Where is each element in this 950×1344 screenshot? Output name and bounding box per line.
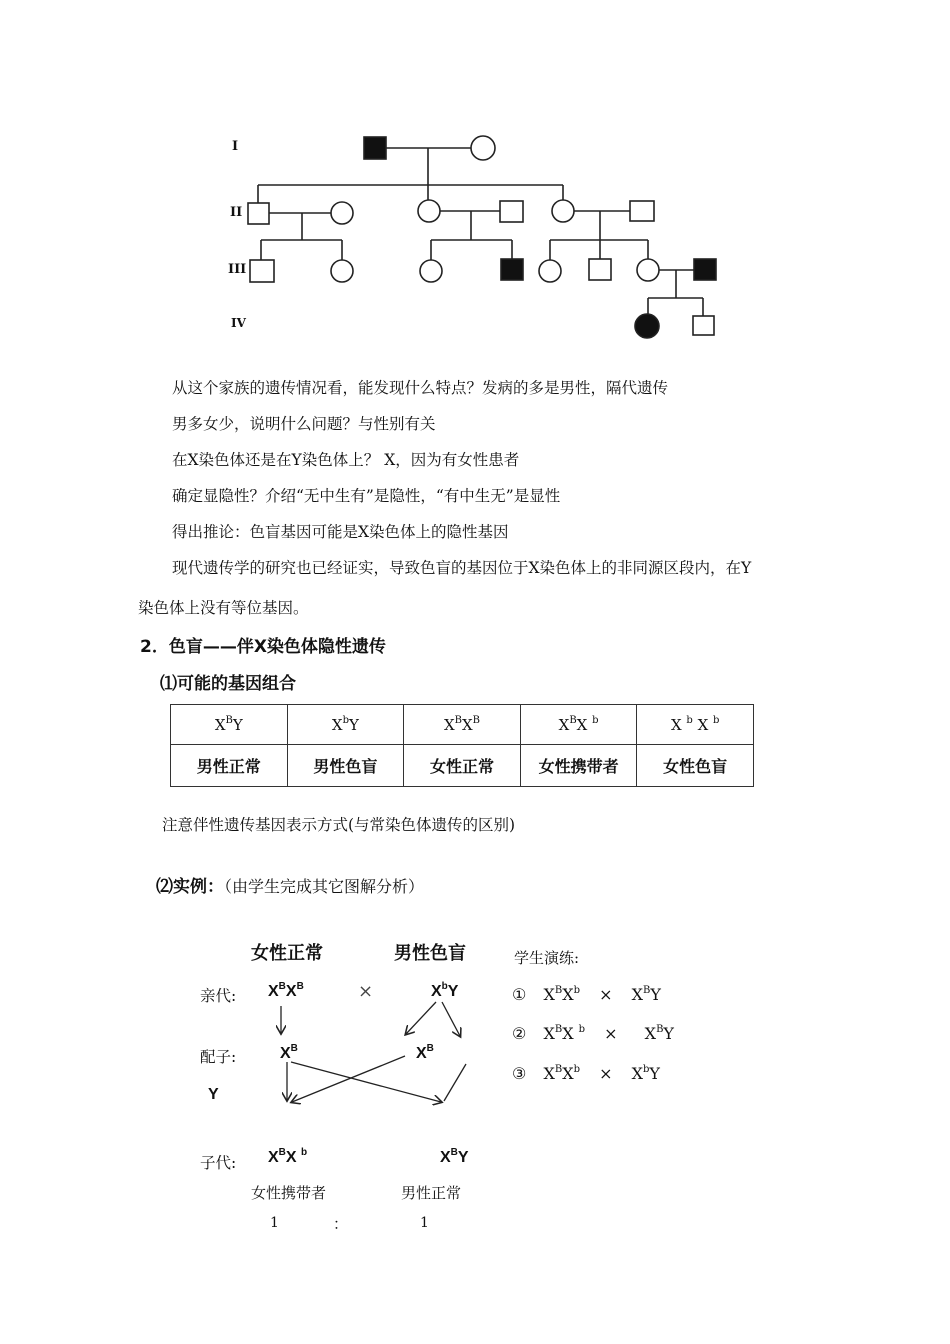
genotype-cell: X $^b$ X $^b$ — [637, 705, 754, 745]
practice-item-1: ① $X^BX^b \times X^BY$ — [512, 985, 661, 1004]
phenotype-cell: 女性正常 — [404, 745, 521, 787]
parents-label: 亲代: — [200, 987, 237, 1005]
generation-label-III: III — [228, 262, 247, 277]
subsection-2-title: ⑵实例： — [156, 877, 224, 897]
generation-label-II: II — [230, 205, 243, 220]
phenotype-cell: 女性色盲 — [637, 745, 754, 787]
paragraph-conclusion: 得出推论：色盲基因可能是X染色体上的隐性基因 — [172, 523, 509, 541]
paragraph-modern-genetics: 现代遗传学的研究也已经证实，导致色盲的基因位于X染色体上的非同源区段内，在Y — [172, 559, 752, 577]
paragraph-question-1: 从这个家族的遗传情况看，能发现什么特点？发病的多是男性，隔代遗传 — [172, 379, 669, 397]
cross-symbol: × — [599, 985, 613, 1004]
gamete-male-y: Y — [208, 1086, 219, 1103]
genotype-cell: $X^BY$ — [171, 705, 288, 745]
paragraph-question-3: 在X染色体还是在Y染色体上？ X，因为有女性患者 — [172, 451, 520, 469]
female-normal-label: 女性正常 — [251, 943, 323, 964]
offspring-female-phenotype: 女性携带者 — [251, 1184, 327, 1202]
gamete-male-x: $X^B$ — [416, 1043, 434, 1062]
phenotype-cell: 男性正常 — [171, 745, 288, 787]
generation-label-IV: IV — [231, 316, 246, 330]
paragraph-modern-genetics-cont: 染色体上没有等位基因。 — [138, 599, 309, 617]
practice-title: 学生演练: — [514, 949, 580, 967]
parent-female-genotype: $X^BX^B$ — [268, 981, 304, 1000]
practice-number: ① — [512, 985, 527, 1004]
section-2-title: 2．色盲——伴X染色体隐性遗传 — [140, 637, 386, 657]
ratio-left: 1 — [270, 1215, 279, 1231]
parent-male-genotype: $X^bY$ — [431, 981, 459, 1000]
genotype-cell: $X^BX^B$ — [404, 705, 521, 745]
note-text: 注意伴性遗传基因表示方式(与常染色体遗传的区别) — [162, 816, 516, 834]
practice-number: ③ — [512, 1064, 527, 1083]
subsection-1-title: ⑴可能的基因组合 — [160, 674, 296, 694]
male-colorblind-label: 男性色盲 — [394, 943, 466, 964]
cross-symbol: × — [604, 1024, 618, 1043]
offspring-female-genotype: $X^BX$ $^b$ — [268, 1147, 308, 1166]
gametes-label: 配子: — [200, 1048, 237, 1066]
practice-number: ② — [512, 1024, 527, 1043]
genotype-cell: $X^bY$ — [287, 705, 404, 745]
practice-item-3: ③ $X^BX^b \times X^bY$ — [512, 1064, 660, 1083]
generation-label-I: I — [232, 139, 239, 154]
ratio-right: 1 — [420, 1215, 429, 1231]
paragraph-question-2: 男多女少，说明什么问题？与性别有关 — [172, 415, 436, 433]
subsection-2-hint: （由学生完成其它图解分析） — [224, 877, 425, 896]
genotype-cell: $X^BX$ $^b$ — [520, 705, 637, 745]
offspring-male-phenotype: 男性正常 — [401, 1184, 462, 1202]
offspring-label: 子代: — [200, 1154, 237, 1172]
phenotype-cell: 男性色盲 — [287, 745, 404, 787]
cross-symbol: × — [358, 981, 374, 1002]
offspring-male-genotype: $X^BY$ — [440, 1147, 469, 1166]
practice-item-2: ② $X^BX$ $^b \times X^BY$ — [512, 1024, 674, 1043]
ratio-colon: ： — [333, 1215, 349, 1233]
phenotype-cell: 女性携带者 — [520, 745, 637, 787]
cross-symbol: × — [599, 1064, 613, 1083]
gamete-female: $X^B$ — [280, 1043, 298, 1062]
paragraph-question-4: 确定显隐性？介绍“无中生有”是隐性，“有中生无”是显性 — [172, 487, 561, 505]
